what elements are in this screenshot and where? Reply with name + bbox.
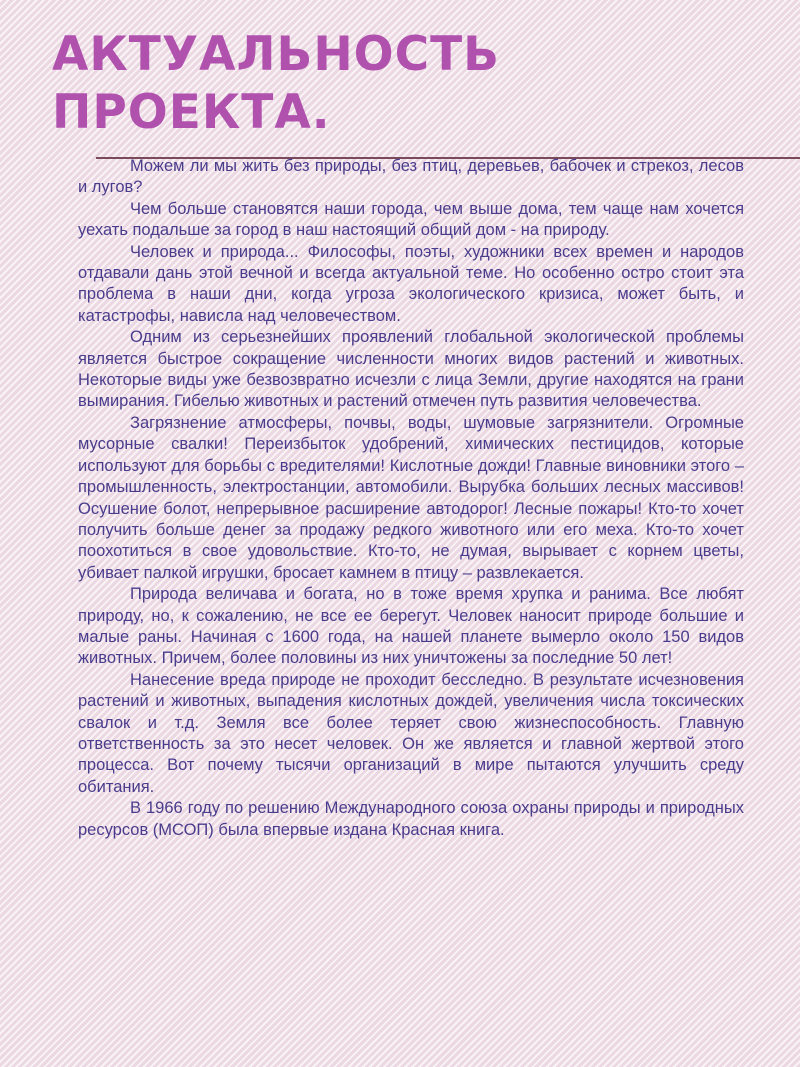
title-line-1: АКТУАЛЬНОСТЬ (52, 27, 500, 82)
paragraph-7: Нанесение вреда природе не проходит бесследно. В результате исчезновения растений и животных, выпадения кислотных дождей, увеличения числа токсических свалок и т.д. Земля все более теряет свою жизнеспособность. Главную ответственность за это несет человек. Он же является и главной жертвой этого процесса. Вот почему тысячи организаций в мире пытаются улучшить среду обитания. (78, 670, 744, 796)
paragraph-4: Одним из серьезнейших проявлений глобальной экологической проблемы является быстрое сокращение численности многих видов растений и животных. Некоторые виды уже безвозвратно исчезли с лица Земли, другие находятся на грани вымирания. Гибелью животных и растений отмечен путь развития человечества. (78, 328, 744, 411)
paragraph-6: Природа величава и богата, но в тоже время хрупка и ранима. Все любят природу, но, к сожалению, не все ее берегут. Человек наносит природе большие и малые раны. Начиная с 1600 года, на нашей планете вымерло около 150 видов животных. Причем, более половины из них уничтожены за последние 50 лет! (78, 585, 744, 668)
paragraph-1: Можем ли мы жить без природы, без птиц, деревьев, бабочек и стрекоз, лесов и лугов? (78, 157, 744, 197)
slide-title (52, 26, 752, 142)
paragraph-5: Загрязнение атмосферы, почвы, воды, шумовые загрязнители. Огромные мусорные свалки! Переизбыток удобрений, химических пестицидов, которые используют для борьбы с вредителями! Кислотные дожди! Главные виновники этого – промышленность, электростанции, автомобили. Вырубка больших лесных массивов! Осушение болот, непрерывное расширение автодорог! Лесные пожары! Кто-то хочет получить больше денег за продажу редкого животного или его меха. Кто-то хочет поохотиться в свое удовольствие. Кто-то, не думая, вырывает с корнем цветы, убивает палкой игрушки, бросает камнем в птицу – развлекается. (78, 413, 744, 582)
paragraph-2: Чем больше становятся наши города, чем выше дома, тем чаще нам хочется уехать подальше за город в наш настоящий общий дом - на природу. (78, 199, 744, 240)
title-line-2: ПРОЕКТА. (52, 85, 331, 140)
body-text (78, 156, 744, 841)
paragraph-8: В 1966 году по решению Международного союза охраны природы и природных ресурсов (МСОП) была впервые издана Красная книга. (78, 799, 744, 839)
paragraph-3: Человек и природа... Философы, поэты, художники всех времен и народов отдавали дань этой вечной и всегда актуальной теме. Но особенно остро стоит эта проблема в наши дни, когда угроза экологического кризиса, может быть, и катастрофы, нависла над человечеством. (78, 242, 744, 325)
